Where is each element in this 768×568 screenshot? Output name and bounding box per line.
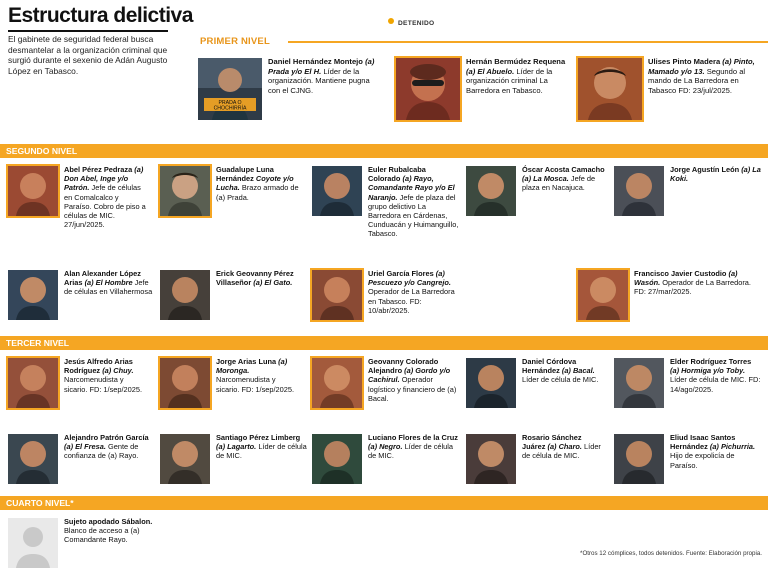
person-info bbox=[368, 165, 460, 239]
portrait-icon bbox=[466, 358, 516, 408]
level-band-tercer-nivel bbox=[0, 336, 768, 350]
person-photo bbox=[614, 166, 664, 216]
person-info bbox=[670, 433, 762, 470]
person-photo bbox=[578, 58, 642, 120]
level-label-tercer-nivel: TERCER NIVEL bbox=[6, 338, 70, 348]
person-name: Rosario Sánchez Juárez bbox=[522, 433, 582, 452]
portrait-icon bbox=[8, 166, 58, 216]
person-info bbox=[216, 165, 300, 202]
person-photo bbox=[160, 434, 210, 484]
person-photo bbox=[578, 270, 628, 320]
person-name: Hernán Bermúdez Requena bbox=[466, 57, 566, 66]
level-band-cuarto-nivel bbox=[0, 496, 768, 510]
person-photo bbox=[8, 270, 58, 320]
person-alias: (a) Chuy. bbox=[102, 366, 134, 376]
person-photo bbox=[312, 434, 362, 484]
level-band-segundo-nivel bbox=[0, 144, 768, 158]
person-info bbox=[64, 269, 156, 297]
person-alias: (a) Rayo, Comandante Rayo y/o El Naranjo. bbox=[368, 174, 455, 202]
portrait-icon bbox=[312, 270, 362, 320]
person-alias: (a) Lagarto. bbox=[216, 442, 257, 452]
person-desc: Líder de célula de MIC. bbox=[216, 442, 307, 461]
person-info bbox=[216, 269, 308, 287]
person-desc: Narcomenudista y sicario. FD: 1/sep/2025. bbox=[216, 375, 295, 394]
footnote: *Otros 12 cómplices, todos detenidos. Fuente: Elaboración propia. bbox=[580, 550, 762, 557]
person-photo bbox=[466, 166, 516, 216]
person-photo bbox=[466, 434, 516, 484]
person-info bbox=[648, 57, 758, 95]
person-info bbox=[368, 269, 460, 315]
person-alias: (a) Hormiga y/o Toby. bbox=[670, 366, 746, 376]
person-name: Alan Alexander López Arias bbox=[64, 269, 141, 288]
person-name: Luciano Flores de la Cruz bbox=[368, 433, 458, 442]
person-photo bbox=[312, 166, 362, 216]
person-alias: (a) El Gato. bbox=[253, 278, 293, 288]
person-desc: Líder de célula de MIC. FD: 14/ago/2025. bbox=[670, 375, 761, 394]
person-info bbox=[670, 165, 762, 183]
person-desc: Jefe de plaza del grupo delictivo La Barredora en Cárdenas, Cunduacán y Huimanguillo, Tabasco. bbox=[368, 192, 459, 239]
person-photo bbox=[312, 270, 362, 320]
portrait-icon bbox=[614, 166, 664, 216]
person-info bbox=[522, 433, 606, 461]
person-name: Sujeto apodado Sábalon. bbox=[64, 517, 153, 526]
person-name: Abel Pérez Pedraza bbox=[64, 165, 133, 174]
portrait-icon bbox=[312, 166, 362, 216]
title-rule bbox=[8, 30, 168, 32]
person-name: Jesús Alfredo Arias Rodríguez bbox=[64, 357, 133, 376]
person-desc: Segundo al mando de La Barredora en Tabasco FD: 23/jul/2025. bbox=[648, 66, 746, 95]
level-label-primer-nivel: PRIMER NIVEL bbox=[200, 36, 270, 47]
person-alias: (a) Wasón. bbox=[634, 269, 738, 288]
person-info bbox=[216, 357, 300, 394]
portrait-icon bbox=[8, 434, 58, 484]
person-name: Guadalupe Luna Hernández bbox=[216, 165, 274, 184]
person-info bbox=[368, 357, 460, 403]
person-photo bbox=[614, 434, 664, 484]
person-desc: Jefe de células en Comalcalco y Paraíso. Cobro de piso a células de MIC. 27/jun/2025. bbox=[64, 183, 146, 230]
person-alias: (a) La Koki. bbox=[670, 165, 761, 184]
person-name: Francisco Javier Custodio bbox=[634, 269, 727, 278]
person-info bbox=[268, 57, 376, 95]
person-info bbox=[634, 269, 752, 297]
person-alias: (a) Gordo y/o Cachirul. bbox=[368, 366, 451, 385]
person-photo bbox=[8, 518, 58, 568]
portrait-icon bbox=[198, 58, 262, 120]
person-name: Ulises Pinto Madera bbox=[648, 57, 721, 66]
person-info bbox=[64, 517, 156, 545]
legend-label: DETENIDO bbox=[398, 20, 435, 27]
person-alias: (a) Pinto, Mamado y/o 13. bbox=[648, 57, 755, 76]
person-photo bbox=[198, 58, 262, 120]
page-subtitle: El gabinete de seguridad federal busca desmantelar a la organización criminal que surgió durante el sexenio de Adán Augusto López en Tabasco. bbox=[8, 34, 168, 76]
person-name: Jorge Agustín León bbox=[670, 165, 740, 174]
person-name: Geovanny Colorado Alejandro bbox=[368, 357, 439, 376]
person-info bbox=[64, 433, 156, 461]
person-alias: (a) Don Abel, Inge y/o Patrón. bbox=[64, 165, 144, 193]
person-photo bbox=[466, 358, 516, 408]
person-alias: (a) Pescuezo y/o Cangrejo. bbox=[368, 269, 451, 288]
portrait-icon bbox=[8, 270, 58, 320]
person-photo bbox=[8, 166, 58, 216]
portrait-icon bbox=[466, 434, 516, 484]
level-label-cuarto-nivel: CUARTO NIVEL* bbox=[6, 498, 74, 508]
person-desc: Líder de célula de MIC. bbox=[522, 442, 601, 461]
portrait-icon bbox=[312, 434, 362, 484]
portrait-icon bbox=[160, 358, 210, 408]
page-title: Estructura delictiva bbox=[8, 4, 193, 27]
portrait-icon bbox=[578, 58, 642, 120]
person-photo bbox=[8, 434, 58, 484]
person-desc: Gente de confianza de (a) Rayo. bbox=[64, 442, 139, 461]
person-alias: (a) Moronga. bbox=[216, 357, 288, 376]
person-alias: (a) El Abuelo. bbox=[466, 66, 515, 76]
person-alias: Coyote y/o Lucha. bbox=[216, 174, 294, 193]
person-name: Elder Rodríguez Torres bbox=[670, 357, 752, 366]
svg-text:PRADA O: PRADA O bbox=[218, 100, 242, 106]
person-alias: (a) Charo. bbox=[547, 442, 582, 452]
person-name: Alejandro Patrón García bbox=[64, 433, 149, 442]
person-name: Daniel Hernández Montejo bbox=[268, 57, 363, 66]
portrait-icon bbox=[8, 358, 58, 408]
portrait-icon bbox=[160, 270, 210, 320]
person-alias: (a) Pichurria. bbox=[709, 442, 756, 452]
person-alias: (a) Prada y/o El H. bbox=[268, 57, 375, 76]
person-name: Eliud Isaac Santos Hernández bbox=[670, 433, 736, 452]
person-desc: Hijo de expolicía de Paraíso. bbox=[670, 451, 735, 470]
person-photo bbox=[8, 358, 58, 408]
person-alias: (a) La Mosca. bbox=[522, 174, 569, 184]
person-info bbox=[368, 433, 460, 461]
person-desc: Operador de La Barredora. FD: 27/mar/2025. bbox=[634, 278, 751, 297]
legend-detained bbox=[388, 18, 434, 27]
person-desc: Líder de la organización criminal La Barredora en Tabasco. bbox=[466, 66, 553, 95]
person-name: Erick Geovanny Pérez Villaseñor bbox=[216, 269, 294, 288]
portrait-icon bbox=[160, 434, 210, 484]
person-desc: Jefe de células en Villahermosa bbox=[64, 278, 153, 297]
person-info bbox=[64, 357, 148, 394]
portrait-icon bbox=[614, 434, 664, 484]
person-desc: Operador logístico y financiero de (a) Bacal. bbox=[368, 375, 457, 403]
person-desc: Blanco de acceso a (a) Comandante Rayo. bbox=[64, 526, 140, 545]
person-desc: Jefe de plaza en Nacajuca. bbox=[522, 174, 596, 193]
svg-text:CHOCHIRRÍA: CHOCHIRRÍA bbox=[213, 105, 247, 112]
person-desc: Brazo armado de (a) Prada. bbox=[216, 183, 299, 202]
person-desc: Líder de célula de MIC. bbox=[368, 442, 454, 461]
person-name: Daniel Córdova Hernández bbox=[522, 357, 577, 376]
legend-dot-icon bbox=[388, 18, 394, 24]
person-name: Euler Rubalcaba Colorado bbox=[368, 165, 426, 184]
person-info bbox=[522, 165, 606, 193]
person-photo bbox=[396, 58, 460, 120]
person-alias: (a) Bacal. bbox=[561, 366, 595, 376]
person-name: Uriel García Flores bbox=[368, 269, 434, 278]
level-label-segundo-nivel: SEGUNDO NIVEL bbox=[6, 146, 78, 156]
person-alias: (a) Negro. bbox=[368, 442, 403, 452]
person-info bbox=[522, 357, 606, 385]
portrait-icon bbox=[578, 270, 628, 320]
portrait-icon bbox=[614, 358, 664, 408]
person-photo bbox=[160, 166, 210, 216]
person-name: Jorge Arias Luna bbox=[216, 357, 277, 366]
portrait-icon bbox=[466, 166, 516, 216]
person-alias: (a) El Fresa. bbox=[64, 442, 106, 452]
silhouette-icon bbox=[8, 518, 58, 568]
person-photo bbox=[614, 358, 664, 408]
person-desc: Líder de la organización. Mantiene pugna con el CJNG. bbox=[268, 66, 370, 95]
portrait-icon bbox=[312, 358, 362, 408]
person-desc: Narcomenudista y sicario. FD: 1/sep/2025. bbox=[64, 375, 143, 394]
person-photo bbox=[160, 270, 210, 320]
person-photo bbox=[160, 358, 210, 408]
level-rule-1 bbox=[288, 41, 768, 43]
person-info bbox=[64, 165, 148, 229]
person-name: Santiago Pérez Limberg bbox=[216, 433, 301, 442]
person-info bbox=[670, 357, 762, 394]
person-name: Óscar Acosta Camacho bbox=[522, 165, 605, 174]
portrait-icon bbox=[160, 166, 210, 216]
person-info bbox=[216, 433, 308, 461]
person-desc: Líder de célula de MIC. bbox=[522, 375, 599, 385]
portrait-icon bbox=[396, 58, 460, 120]
person-photo bbox=[312, 358, 362, 408]
person-alias: (a) El Hombre bbox=[84, 278, 133, 288]
person-desc: Operador de La Barredora en Tabasco. FD: 10/abr/2025. bbox=[368, 287, 455, 315]
person-info bbox=[466, 57, 574, 95]
